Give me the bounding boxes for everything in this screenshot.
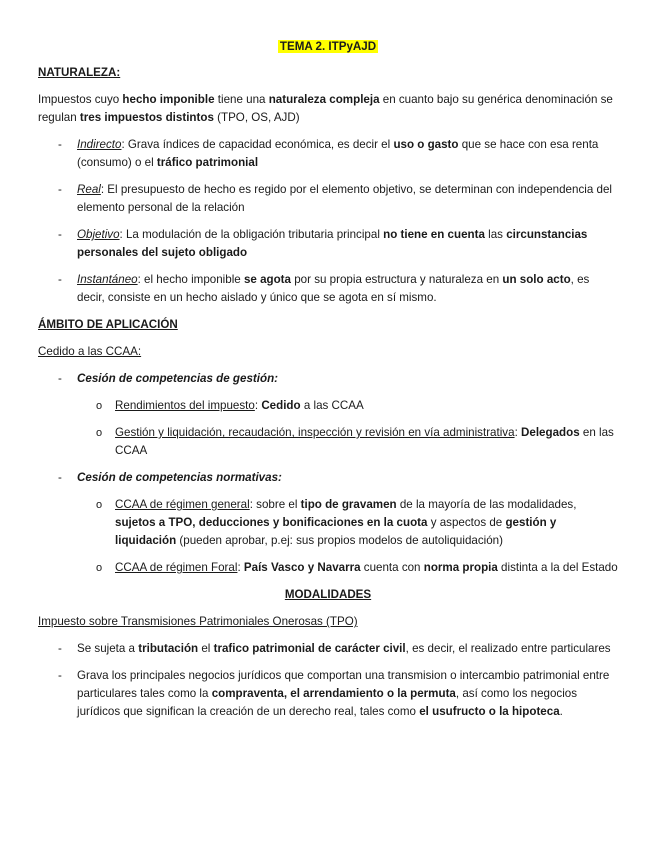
circle-marker: o bbox=[96, 562, 103, 574]
dash-marker: - bbox=[58, 138, 62, 151]
tpo-item-sujeta: - Se sujeta a tributación el trafico patrimonial de carácter civil, es decir, el realizado entre particulares bbox=[38, 640, 618, 658]
modalidades-subheading: Impuesto sobre Transmisiones Patrimoniales Onerosas (TPO) bbox=[38, 615, 358, 628]
dash-marker: - bbox=[58, 669, 62, 682]
gestion-subitem-rendimientos: o Rendimientos del impuesto: Cedido a las CCAA bbox=[38, 397, 618, 415]
gestion-item: - Cesión de competencias de gestión: bbox=[38, 370, 618, 388]
document-page bbox=[38, 38, 618, 730]
circle-marker: o bbox=[96, 400, 103, 412]
gestion-subitem-liquidacion: o Gestión y liquidación, recaudación, inspección y revisión en vía administrativa: Delegados en las CCAA bbox=[96, 426, 614, 457]
naturaleza-item-objetivo: - Objetivo: La modulación de la obligación tributaria principal no tiene en cuenta las circunstancias personales del sujeto obligado bbox=[58, 228, 588, 259]
dash-marker: - bbox=[58, 228, 62, 241]
normativas-subitem-foral: o CCAA de régimen Foral: País Vasco y Navarra cuenta con norma propia distinta a la del Estado bbox=[38, 559, 618, 577]
dash-marker: - bbox=[58, 471, 62, 484]
normativas-subitem-general: o CCAA de régimen general: sobre el tipo de gravamen de la mayoría de las modalidades, sujetos a TPO, deducciones y bonificaciones en la cuota y aspectos de gestión y liquidación (pueden aprobar, p.ej: sus propios modelos de autoliquidación) bbox=[96, 498, 577, 547]
naturaleza-heading: NATURALEZA: bbox=[38, 66, 121, 79]
dash-marker: - bbox=[58, 372, 62, 385]
naturaleza-item-instantaneo: - Instantáneo: el hecho imponible se agota por su propia estructura y naturaleza en un solo acto, es decir, consiste en un hecho aislado y único que se agota en sí mismo. bbox=[58, 273, 590, 304]
naturaleza-intro: Impuestos cuyo hecho imponible tiene una naturaleza compleja en cuanto bajo su genérica denominación se regulan tres impuestos distintos (TPO, OS, AJD) bbox=[38, 93, 613, 124]
modalidades-heading: MODALIDADES bbox=[284, 588, 372, 601]
ambito-subheading: Cedido a las CCAA: bbox=[38, 345, 142, 358]
ambito-heading: ÁMBITO DE APLICACIÓN bbox=[38, 318, 178, 331]
dash-marker: - bbox=[58, 642, 62, 655]
circle-marker: o bbox=[96, 499, 103, 511]
circle-marker: o bbox=[96, 427, 103, 439]
normativas-item: - Cesión de competencias normativas: bbox=[38, 469, 618, 487]
dash-marker: - bbox=[58, 183, 62, 196]
dash-marker: - bbox=[58, 273, 62, 286]
document-title: TEMA 2. ITPyAJD bbox=[279, 40, 377, 53]
tpo-item-grava: - Grava los principales negocios jurídicos que comportan una transmision o intercambio patrimonial entre particulares tales como la compraventa, el arrendamiento o la permuta, así como los negocios jurídicos que significan la creación de un derecho real, tales como el usufructo o la hipoteca. bbox=[58, 669, 610, 718]
naturaleza-item-real: - Real: El presupuesto de hecho es regido por el elemento objetivo, se determinan con independencia del elemento personal de la relación bbox=[58, 183, 612, 214]
title-wrap bbox=[38, 38, 618, 56]
naturaleza-item-indirecto: - Indirecto: Grava índices de capacidad económica, es decir el uso o gasto que se hace con esa renta (consumo) o el tráfico patrimonial bbox=[58, 138, 599, 169]
